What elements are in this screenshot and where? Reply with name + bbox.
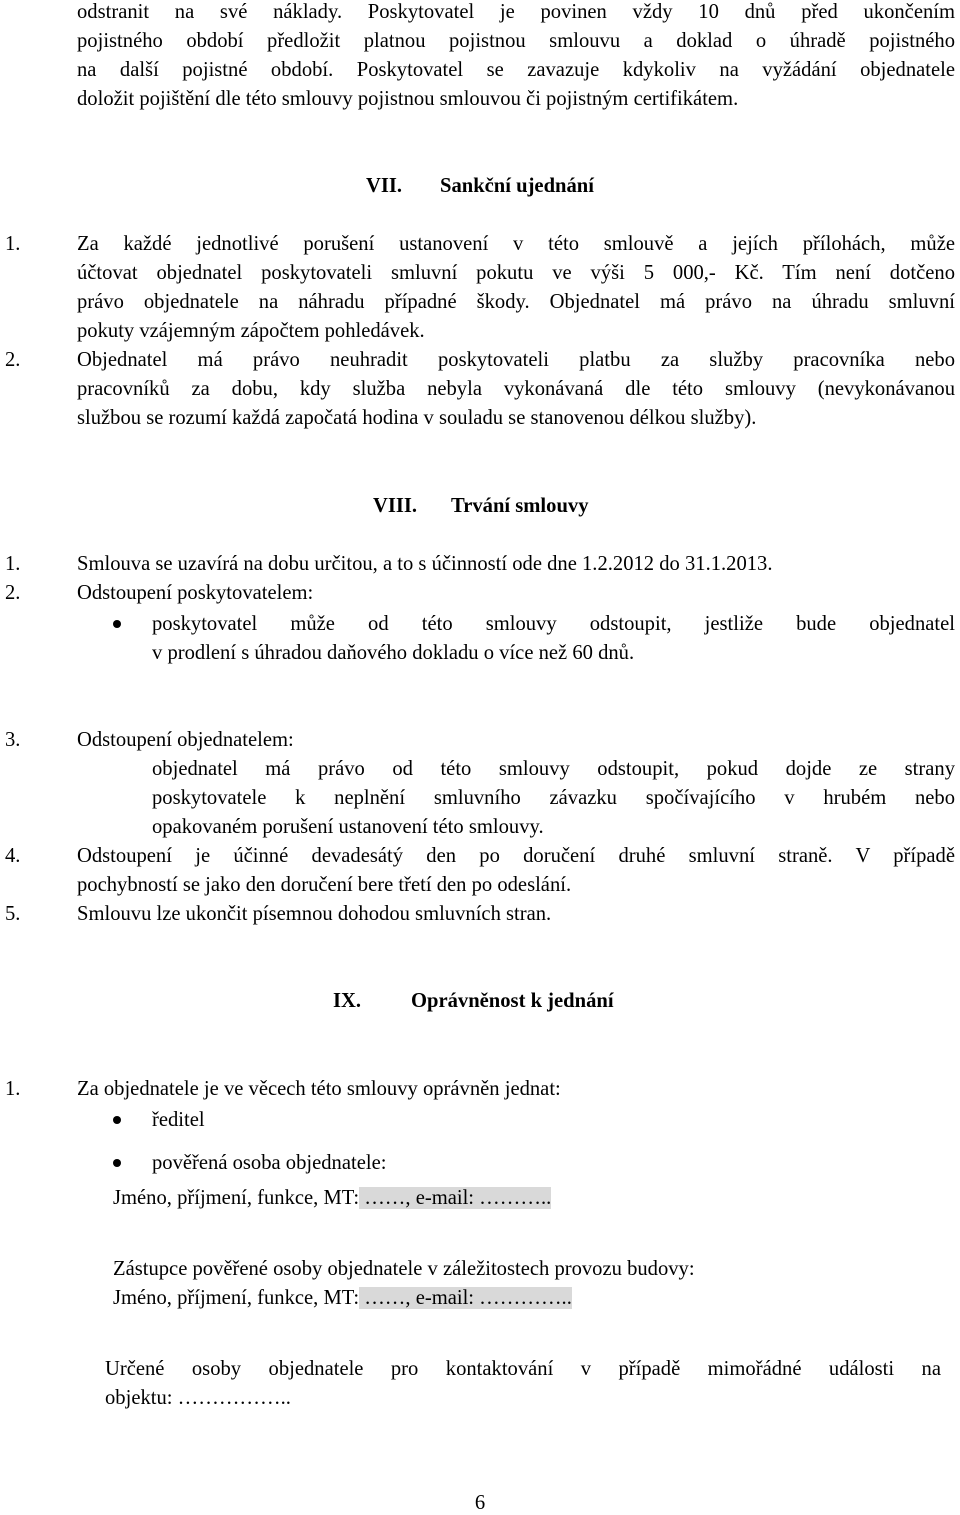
section-8-item-3-line-1: objednatel má právo od této smlouvy odstoupit, pokud dojde ze strany	[152, 758, 955, 780]
section-8-item-5-number: 5.	[5, 903, 21, 925]
emergency-line-1: Určené osoby objednatele pro kontaktování v případě mimořádné události na	[105, 1358, 941, 1380]
section-7-number: VII.	[366, 175, 403, 197]
section-8-item-3-number: 3.	[5, 729, 21, 751]
section-9-title: Oprávněnost k jednání	[411, 990, 614, 1012]
section-8-item-4-line-1: Odstoupení je účinné devadesátý den po doručení druhé smluvní straně. V případě	[77, 845, 955, 867]
page-number: 6	[474, 1492, 486, 1514]
section-7-item-2-line-1: Objednatel má právo neuhradit poskytovateli platbu za služby pracovníka nebo	[77, 349, 955, 371]
section-8-number: VIII.	[373, 495, 418, 517]
section-9-bullet-authorized-person: pověřená osoba objednatele:	[152, 1152, 387, 1174]
section-8-item-5-text: Smlouvu lze ukončit písemnou dohodou smluvních stran.	[77, 903, 552, 925]
section-8-item-4-line-2: pochybností se jako den doručení bere třetí den po odeslání.	[77, 874, 572, 896]
section-7-item-1-number: 1.	[5, 233, 21, 255]
section-8-item-1-number: 1.	[5, 553, 21, 575]
bullet-icon	[113, 1116, 121, 1124]
bullet-icon	[113, 1159, 121, 1167]
section-7-item-2-line-3: službou se rozumí každá započatá hodina v souladu se stanovenou délkou služby).	[77, 407, 757, 429]
section-8-item-2-number: 2.	[5, 582, 21, 604]
section-9-item-1-text: Za objednatele je ve věcech této smlouvy oprávněn jednat:	[77, 1078, 561, 1100]
section-8-item-2-text: Odstoupení poskytovatelem:	[77, 582, 314, 604]
contact-1-value-blank: ……, e-mail: ………..	[359, 1187, 552, 1209]
section-7-item-2-number: 2.	[5, 349, 21, 371]
deputy-contact-label: Jméno, příjmení, funkce, MT:	[113, 1287, 360, 1309]
intro-line-2: pojistného období předložit platnou pojistnou smlouvu a doklad o úhradě pojistného	[77, 30, 955, 52]
section-8-item-2-bullet-line-2: v prodlení s úhradou daňového dokladu o více než 60 dnů.	[152, 642, 635, 664]
contact-1-field	[113, 1186, 551, 1210]
section-8-item-3-line-3: opakovaném porušení ustanovení této smlouvy.	[152, 816, 544, 838]
intro-line-1: odstranit na své náklady. Poskytovatel je povinen vždy 10 dnů před ukončením	[77, 1, 955, 23]
section-7-item-1-line-4: pokuty vzájemným zápočtem pohledávek.	[77, 320, 425, 342]
section-8-title: Trvání smlouvy	[451, 495, 589, 517]
section-9-bullet-director: ředitel	[152, 1109, 205, 1131]
emergency-line-2: objektu: ……………..	[105, 1387, 291, 1409]
section-8-item-3-text: Odstoupení objednatelem:	[77, 729, 294, 751]
section-8-item-4-number: 4.	[5, 845, 21, 867]
deputy-contact-field	[113, 1286, 572, 1310]
section-8-item-1-text: Smlouva se uzavírá na dobu určitou, a to s účinností ode dne 1.2.2012 do 31.1.2013.	[77, 553, 773, 575]
bullet-icon	[113, 620, 121, 628]
section-9-item-1-number: 1.	[5, 1078, 21, 1100]
section-7-item-1-line-1: Za každé jednotlivé porušení ustanovení v této smlouvě a jejích přílohách, může	[77, 233, 955, 255]
section-8-item-2-bullet-line-1: poskytovatel může od této smlouvy odstoupit, jestliže bude objednatel	[152, 613, 955, 635]
section-7-item-1-line-2: účtovat objednatel poskytovateli smluvní pokutu ve výši 5 000,- Kč. Tím není dotčeno	[77, 262, 955, 284]
section-7-title: Sankční ujednání	[440, 175, 594, 197]
intro-line-4: doložit pojištění dle této smlouvy pojistnou smlouvou či pojistným certifikátem.	[77, 88, 739, 110]
deputy-line-1: Zástupce pověřené osoby objednatele v záležitostech provozu budovy:	[113, 1258, 695, 1280]
section-9-number: IX.	[333, 990, 362, 1012]
deputy-contact-value-blank: ……, e-mail: …………..	[359, 1287, 572, 1309]
intro-line-3: na další pojistné období. Poskytovatel se zavazuje kdykoliv na vyžádání objednatele	[77, 59, 955, 81]
section-7-item-1-line-3: právo objednatele na náhradu případné škody. Objednatel má právo na úhradu smluvní	[77, 291, 955, 313]
contact-1-label: Jméno, příjmení, funkce, MT:	[113, 1187, 360, 1209]
section-8-item-3-line-2: poskytovatele k neplnění smluvního závazku spočívajícího v hrubém nebo	[152, 787, 955, 809]
section-7-item-2-line-2: pracovníků za dobu, kdy služba nebyla vykonávaná dle této smlouvy (nevykonávanou	[77, 378, 955, 400]
